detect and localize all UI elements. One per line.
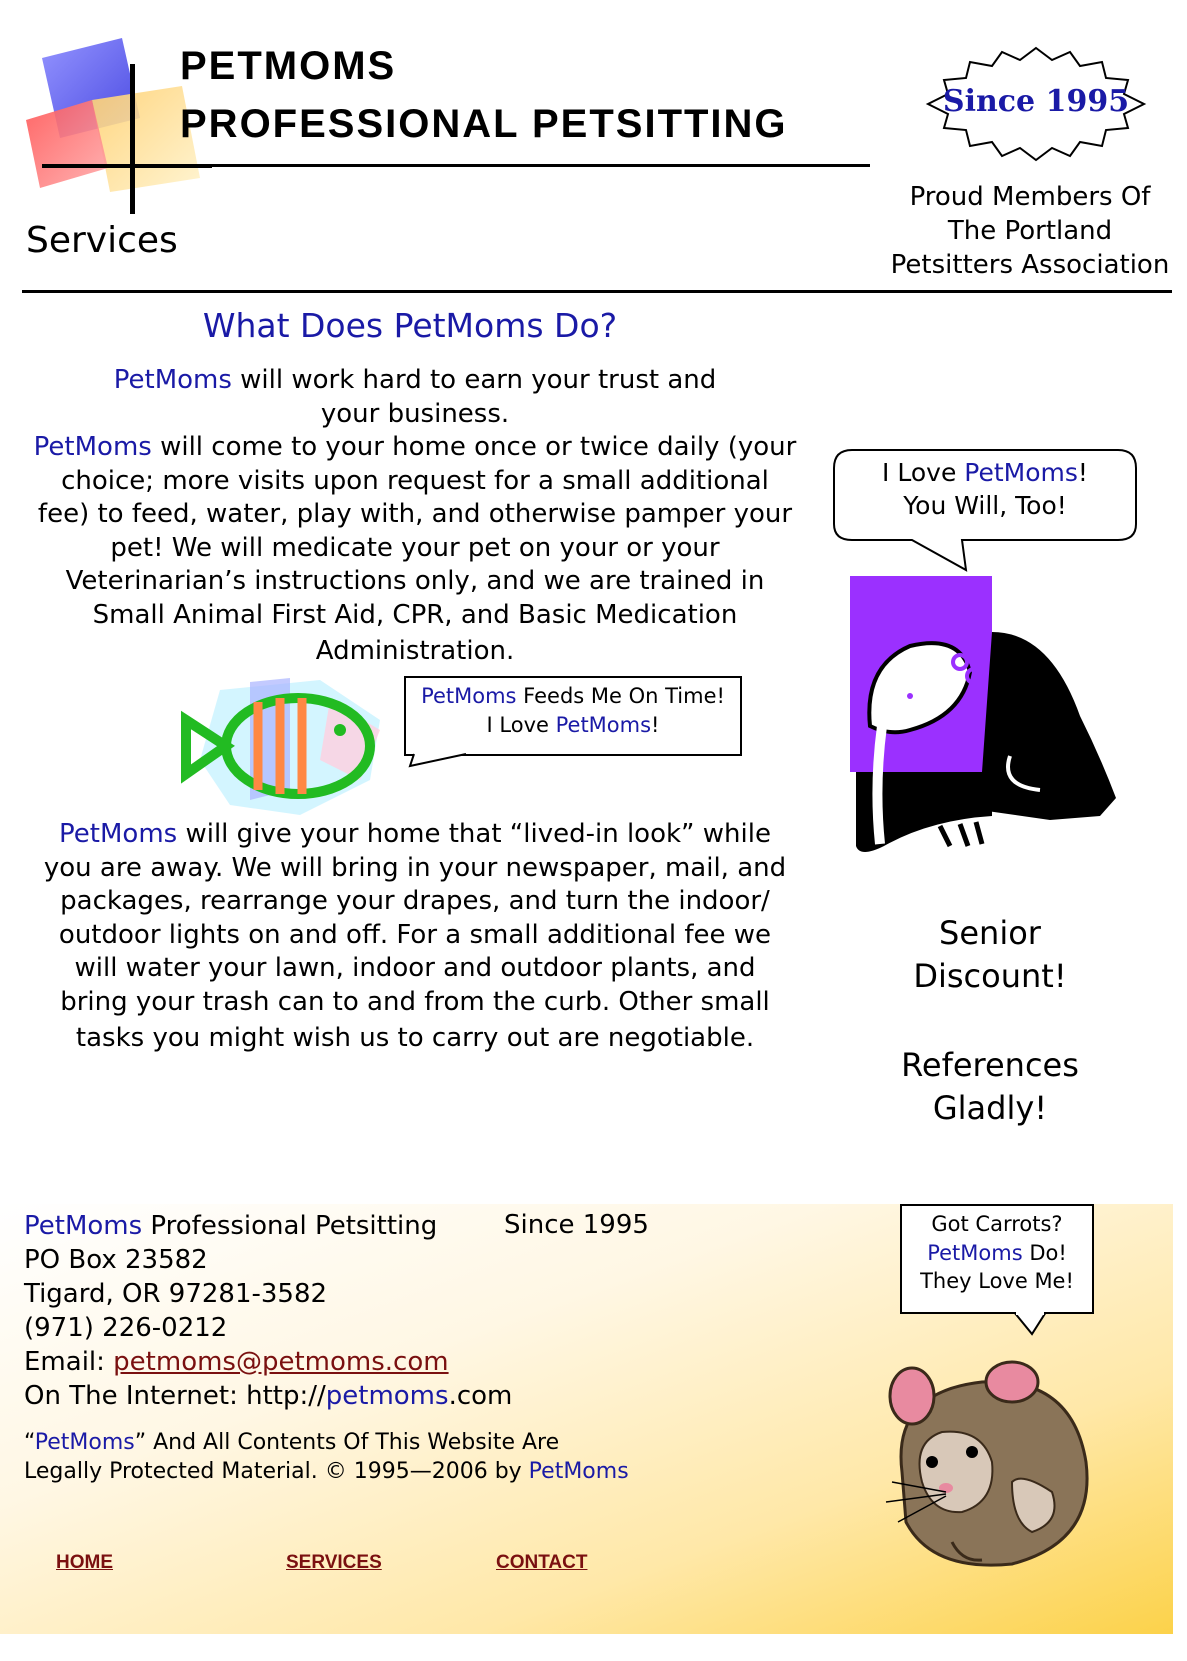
page-section-title: Services xyxy=(26,220,178,261)
fish-icon xyxy=(180,670,390,820)
nav-home-link[interactable]: HOME xyxy=(56,1552,113,1573)
services-paragraph-2: PetMoms will give your home that “lived-in look” while you are away. We will bring in your newspaper, mail, and packages, rearrange your drapes, and turn the indoor/ outdoor lights on and off. For a small additional fee we will water your lawn, indoor and outdoor plants, and bring your trash can to and from the curb. Other small tasks you might wish us to carry out are negotiable. xyxy=(43,819,787,1053)
footer-phone: (971) 226-0212 xyxy=(24,1313,228,1343)
brand-name: PetMoms xyxy=(113,365,232,395)
header-divider xyxy=(22,290,1172,293)
bird-icon xyxy=(850,576,1140,866)
fish-speech-bubble: PetMoms Feeds Me On Time! I Love PetMoms! xyxy=(404,676,742,756)
hamster-speech-bubble: Got Carrots? PetMoms Do! They Love Me! xyxy=(900,1204,1094,1314)
services-heading: What Does PetMoms Do? xyxy=(202,306,618,345)
membership-line: The Portland xyxy=(947,216,1113,246)
brand-name: PetMoms xyxy=(33,432,152,462)
brand-name: PetMoms xyxy=(421,684,517,708)
legal-notice: “PetMoms” And All Contents Of This Website Are Legally Protected Material. © 1995—2006 by PetMoms xyxy=(24,1430,629,1484)
site-title-line1: PETMOMS xyxy=(180,44,397,88)
nav-contact-link[interactable]: CONTACT xyxy=(496,1552,588,1573)
footer-email: Email: petmoms@petmoms.com xyxy=(24,1347,449,1377)
membership-note xyxy=(880,180,1180,282)
references-note: References Gladly! xyxy=(901,1046,1079,1127)
brand-name: PetMoms xyxy=(59,819,178,849)
brand-name: PetMoms xyxy=(927,1240,1023,1265)
brand-name: PetMoms xyxy=(24,1211,143,1241)
footer-company: PetMoms Professional Petsitting xyxy=(24,1211,438,1241)
brand-name: PetMoms xyxy=(34,1430,135,1455)
speech-tail-icon xyxy=(1010,1312,1050,1336)
bird-speech-text: I Love PetMoms! You Will, Too! xyxy=(882,458,1088,520)
title-divider xyxy=(42,164,870,167)
footer-since: Since 1995 xyxy=(504,1210,649,1240)
membership-line: Petsitters Association xyxy=(890,250,1170,280)
hamster-icon xyxy=(872,1352,1102,1574)
site-title-line2: PROFESSIONAL PETSITTING xyxy=(180,102,788,146)
brand-name: PetMoms xyxy=(528,1459,629,1484)
services-paragraph-1: PetMoms will work hard to earn your trust and your business. PetMoms will come to your home once or twice daily (your choice; more visits upon request for a small additional fee) to feed, water, play with, and otherwise pamper your pet! We will medicate your pet on your or your Veterinarian’s instructions only, and we are trained in Small Animal First Aid, CPR, and Basic Medication Administration. xyxy=(33,365,797,666)
footer-internet: On The Internet: http://petmoms.com xyxy=(24,1381,513,1411)
brand-name: PetMoms xyxy=(964,458,1078,487)
membership-line: Proud Members Of xyxy=(909,182,1151,212)
brand-name: PetMoms xyxy=(555,713,652,737)
brand-domain: petmoms xyxy=(325,1381,449,1411)
senior-discount-note: Senior Discount! xyxy=(913,914,1067,995)
speech-tail-icon xyxy=(404,744,484,774)
nav-services-link[interactable]: SERVICES xyxy=(286,1552,382,1573)
footer-po-box: PO Box 23582 xyxy=(24,1245,208,1275)
footer-city: Tigard, OR 97281-3582 xyxy=(24,1279,328,1309)
since-badge-text: Since 1995 xyxy=(942,84,1130,119)
email-link[interactable]: petmoms@petmoms.com xyxy=(113,1347,449,1377)
